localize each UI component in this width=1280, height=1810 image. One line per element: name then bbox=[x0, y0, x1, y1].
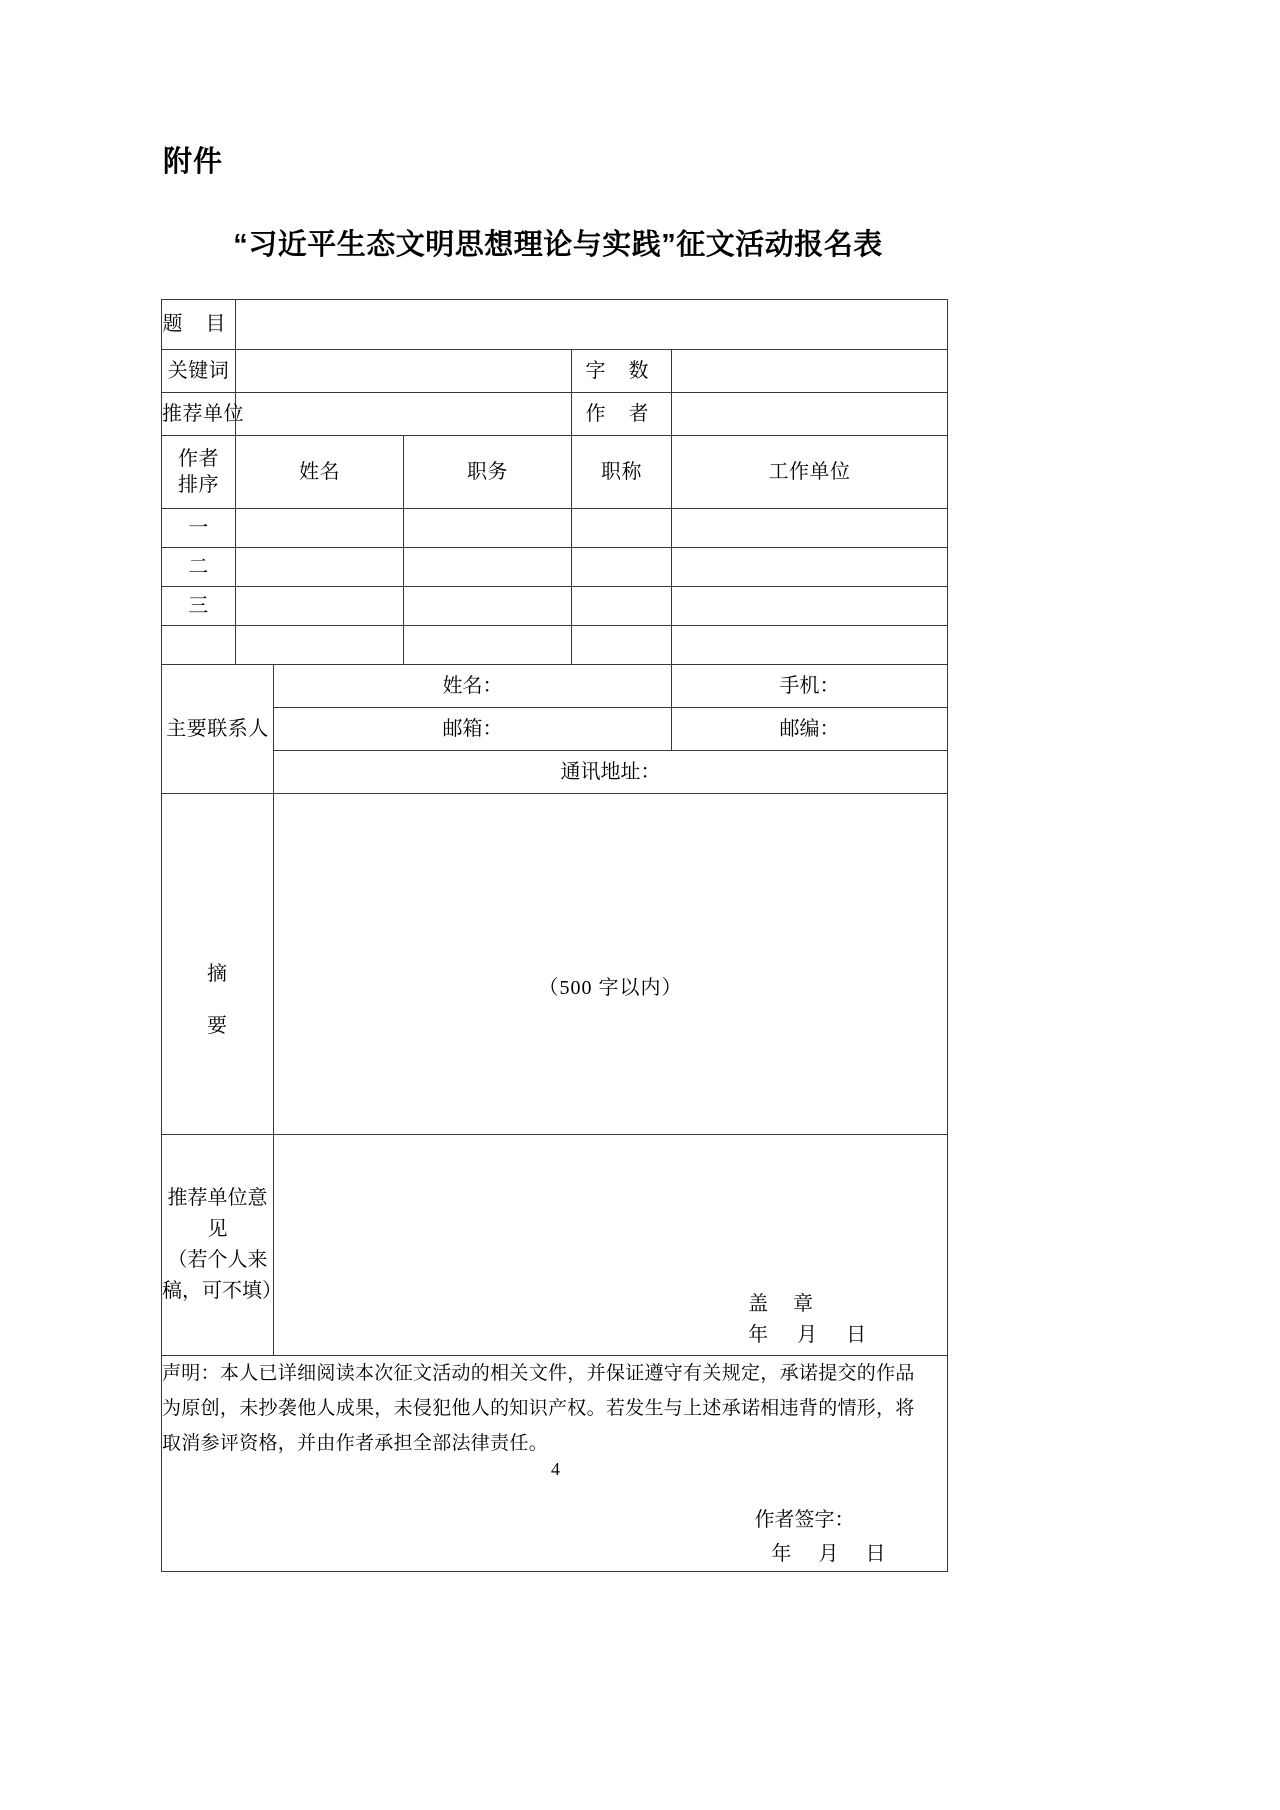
input-abstract[interactable] bbox=[274, 794, 948, 1135]
declaration-line-1: 声明：本人已详细阅读本次征文活动的相关文件，并保证遵守有关规定，承诺提交的作品 bbox=[162, 1363, 915, 1384]
author-name-1[interactable] bbox=[236, 509, 404, 548]
author-position-1[interactable] bbox=[404, 509, 572, 548]
author-workplace-4[interactable] bbox=[672, 626, 948, 665]
input-recommend-unit[interactable] bbox=[236, 393, 572, 436]
opinion-date-month: 月 bbox=[797, 1324, 818, 1346]
author-position-3[interactable] bbox=[404, 587, 572, 626]
attachment-label: 附件 bbox=[163, 146, 224, 178]
abstract-row bbox=[162, 794, 948, 1135]
author-title-1[interactable] bbox=[572, 509, 672, 548]
author-title-2[interactable] bbox=[572, 548, 672, 587]
author-position-2[interactable] bbox=[404, 548, 572, 587]
signature-label[interactable]: 作者签字： bbox=[754, 1509, 855, 1532]
author-order-3: 三 bbox=[162, 587, 236, 626]
label-abstract bbox=[162, 794, 274, 1135]
author-position-4[interactable] bbox=[404, 626, 572, 665]
label-title: 题 目 bbox=[162, 300, 236, 350]
input-keywords[interactable] bbox=[236, 350, 572, 393]
author-table-header bbox=[162, 436, 948, 509]
opinion-row bbox=[162, 1135, 948, 1356]
signature-date-month: 月 bbox=[818, 1543, 839, 1566]
header-author-workplace: 工作单位 bbox=[672, 436, 948, 509]
signature-date-year: 年 bbox=[771, 1543, 792, 1566]
opinion-date-line bbox=[748, 1320, 890, 1351]
table-row-title bbox=[162, 300, 948, 350]
input-wordcount[interactable] bbox=[672, 350, 948, 393]
signature-date-day: 日 bbox=[865, 1543, 886, 1566]
opinion-date-year: 年 bbox=[748, 1324, 769, 1346]
stamp-label: 盖 章 bbox=[748, 1293, 824, 1315]
page-title: “习近平生态文明思想理论与实践”征文活动报名表 bbox=[233, 229, 883, 261]
header-author-order bbox=[162, 436, 236, 509]
author-name-2[interactable] bbox=[236, 548, 404, 587]
table-row-recommend-unit bbox=[162, 393, 948, 436]
declaration-line-2: 为原创，未抄袭他人成果，未侵犯他人的知识产权。若发生与上述承诺相违背的情形，将 bbox=[162, 1398, 915, 1420]
header-author-order-line2: 排序 bbox=[178, 474, 219, 496]
label-contact-mobile[interactable]: 手机： bbox=[672, 665, 948, 708]
author-name-4[interactable] bbox=[236, 626, 404, 665]
input-recommend-opinion[interactable] bbox=[274, 1135, 948, 1356]
author-order-1: 一 bbox=[162, 509, 236, 548]
label-recommend-opinion-line2: （若个人来 bbox=[167, 1249, 268, 1271]
contact-row-name bbox=[162, 665, 948, 708]
label-recommend-unit: 推荐单位 bbox=[162, 393, 236, 436]
author-workplace-1[interactable] bbox=[672, 509, 948, 548]
label-abstract-line2: 要 bbox=[207, 1015, 228, 1037]
label-wordcount: 字 数 bbox=[572, 350, 672, 393]
author-table-row bbox=[162, 548, 948, 587]
label-author: 作 者 bbox=[572, 393, 672, 436]
label-abstract-line1: 摘 bbox=[207, 963, 228, 985]
label-recommend-opinion-line1: 推荐单位意见 bbox=[167, 1187, 268, 1240]
label-contact-name[interactable]: 姓名： bbox=[274, 665, 672, 708]
author-table-row bbox=[162, 509, 948, 548]
table-row-keywords bbox=[162, 350, 948, 393]
header-author-position: 职务 bbox=[404, 436, 572, 509]
contact-row-address bbox=[162, 751, 948, 794]
input-author[interactable] bbox=[672, 393, 948, 436]
page-number: 4 bbox=[551, 1459, 560, 1479]
author-workplace-2[interactable] bbox=[672, 548, 948, 587]
label-contact-email[interactable]: 邮箱： bbox=[274, 708, 672, 751]
author-title-4[interactable] bbox=[572, 626, 672, 665]
label-recommend-opinion bbox=[162, 1135, 282, 1356]
author-title-3[interactable] bbox=[572, 587, 672, 626]
author-table-row bbox=[162, 587, 948, 626]
label-recommend-opinion-line3: 稿，可不填） bbox=[162, 1280, 282, 1302]
declaration-line-3: 取消参评资格，并由作者承担全部法律责任。 bbox=[162, 1433, 549, 1455]
declaration-text bbox=[162, 1356, 947, 1461]
author-name-3[interactable] bbox=[236, 587, 404, 626]
abstract-word-limit-note: （500 字以内） bbox=[538, 976, 683, 999]
opinion-date-day: 日 bbox=[846, 1324, 867, 1346]
header-author-title: 职称 bbox=[572, 436, 672, 509]
label-contact-postcode[interactable]: 邮编： bbox=[672, 708, 948, 751]
author-order-2: 二 bbox=[162, 548, 236, 587]
contact-row-email bbox=[162, 708, 948, 751]
header-author-name: 姓名 bbox=[236, 436, 404, 509]
input-title[interactable] bbox=[236, 300, 948, 350]
header-author-order-line1: 作者 bbox=[178, 448, 219, 470]
label-contact-address[interactable]: 通讯地址： bbox=[274, 751, 948, 794]
author-workplace-3[interactable] bbox=[672, 587, 948, 626]
author-order-4 bbox=[162, 626, 236, 665]
signature-block bbox=[162, 1503, 947, 1571]
author-table-row bbox=[162, 626, 948, 665]
signature-date-line bbox=[162, 1537, 947, 1571]
label-main-contact: 主要联系人 bbox=[162, 665, 274, 794]
label-keywords: 关键词 bbox=[162, 350, 236, 393]
registration-form-table bbox=[161, 299, 948, 1572]
